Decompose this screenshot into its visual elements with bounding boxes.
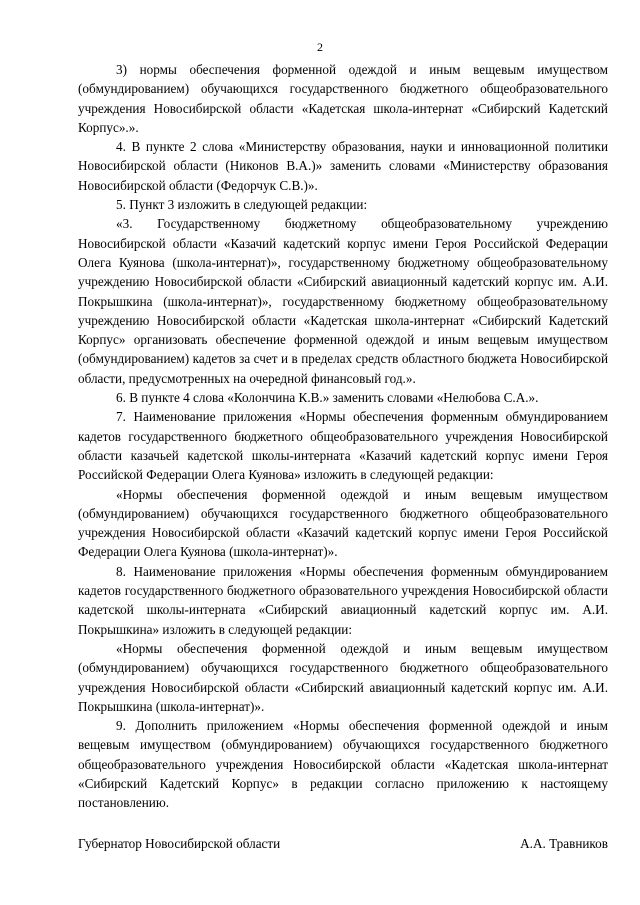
paragraph-item-3: 3) нормы обеспечения форменной одеждой и иным вещевым имуществом (обмундированием) обучающихся государственного бюджетного общеобразовательного учреждения Новосибирской области «Кадетская школа-интернат «Сибирский Кадетский Корпус».».: [78, 62, 608, 135]
signatory-position: Губернатор Новосибирской области: [78, 836, 281, 851]
paragraph-point-3-text: «3. Государственному бюджетному общеобразовательному учреждению Новосибирской области «Казачий кадетский корпус имени Героя Российской Федерации Олега Куянова (школа-интернат)», государственному бюджетному общеобразовательному учреждению Новосибирской области «Сибирский авиационный кадетский корпус им. А.И. Покрышкина (школа-интернат)», государственному бюджетному общеобразовательному учреждению Новосибирской области «Кадетская школа-интернат «Сибирский Кадетский Корпус» организовать обеспечение форменной одеждой и иным вещевым имуществом (обмундированием) кадетов за счет и в пределах средств областного бюджета Новосибирской области, предусмотренных на очередной финансовый год.».: [78, 216, 608, 386]
document-body: [78, 60, 608, 813]
paragraph-point-7-text: «Нормы обеспечения форменной одеждой и иным вещевым имуществом (обмундированием) обучающихся государственного бюджетного общеобразовательного учреждения Новосибирской области «Казачий кадетский корпус имени Героя Российской Федерации Олега Куянова (школа-интернат)».: [78, 486, 608, 560]
page-number: 2: [317, 40, 323, 54]
signatory-name: А.А. Травников: [520, 836, 608, 851]
paragraph-point-8: 8. Наименование приложения «Нормы обеспечения форменным обмундированием кадетов государственного бюджетного образовательного учреждения Новосибирской области кадетской школы-интерната «Сибирский авиационный кадетский корпус им. А.И. Покрышкина» изложить в следующей редакции:: [78, 563, 608, 637]
paragraph-point-8-text: «Нормы обеспечения форменной одеждой и иным вещевым имуществом (обмундированием) обучающихся государственного бюджетного общеобразовательного учреждения Новосибирской области «Сибирский авиационный кадетский корпус им. А.И. Покрышкина (школа-интернат)».: [78, 640, 608, 714]
paragraph-point-7: 7. Наименование приложения «Нормы обеспечения форменным обмундированием кадетов государственного бюджетного общеобразовательного учреждения Новосибирской области казачьей кадетской школы-интерната «Казачий кадетский корпус имени Героя Российской Федерации Олега Куянова» изложить в следующей редакции:: [78, 409, 608, 483]
paragraph-point-6: 6. В пункте 4 слова «Колончина К.В.» заменить словами «Нелюбова С.А.».: [116, 390, 539, 406]
paragraph-point-4: 4. В пункте 2 слова «Министерству образования, науки и инновационной политики Новосибирской области (Никонов В.А.)» заменить словами «Министерству образования Новосибирской области (Федорчук С.В.)».: [78, 139, 608, 193]
paragraph-point-5: 5. Пункт 3 изложить в следующей редакции:: [116, 197, 368, 213]
signature-block: [78, 836, 608, 852]
paragraph-point-9: 9. Дополнить приложением «Нормы обеспечения форменной одеждой и иным вещевым имуществом (обмундированием) обучающихся государственного бюджетного общеобразовательного учреждения Новосибирской области «Кадетская школа-интернат «Сибирский Кадетский Корпус» в редакции согласно приложению к настоящему постановлению.: [78, 718, 608, 811]
